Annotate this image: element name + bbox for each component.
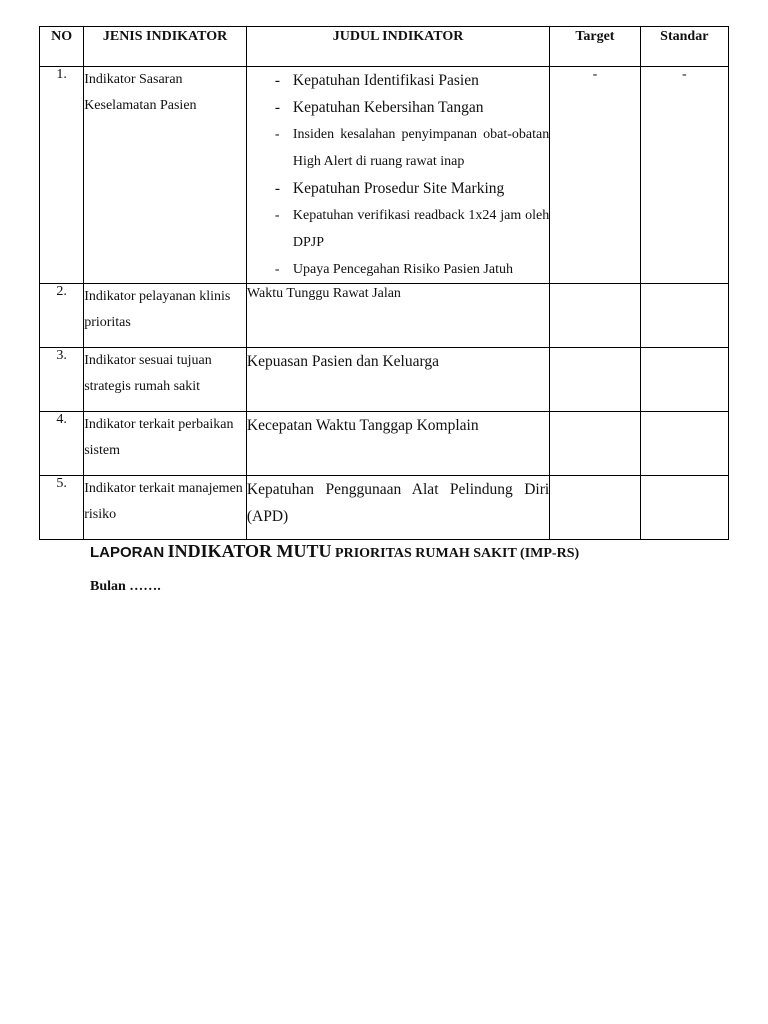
table-row [40,348,729,412]
indicator-type: Indikator terkait perbaikan sistem [84,412,247,476]
standard-value [640,476,728,540]
standard-value [640,348,728,412]
list-item: - Upaya Pencegahan Risiko Pasien Jatuh [269,256,549,283]
indicator-title: Waktu Tunggu Rawat Jalan [246,284,549,348]
table-row [40,284,729,348]
row-number: 5. [40,476,84,540]
row-number: 2. [40,284,84,348]
target-value [550,476,640,540]
target-value [550,412,640,476]
list-item: - Kepatuhan Kebersihan Tangan [269,94,549,121]
target-value [550,348,640,412]
report-title-part2: INDIKATOR MUTU [167,541,332,561]
indicator-type: Indikator Sasaran Keselamatan Pasien [84,67,247,284]
indicator-title-cell [246,67,549,284]
table-header-row [40,27,729,67]
row-number: 1. [40,67,84,284]
header-standar: Standar [640,27,728,67]
header-target: Target [550,27,640,67]
indicator-list [247,67,549,283]
header-no: NO [40,27,84,67]
indicator-type: Indikator sesuai tujuan strategis rumah sakit [84,348,247,412]
row-number: 4. [40,412,84,476]
row-number: 3. [40,348,84,412]
list-item: - Kepatuhan Prosedur Site Marking [269,175,549,202]
indicator-title: Kecepatan Waktu Tanggap Komplain [246,412,549,476]
standard-value [640,284,728,348]
standard-value [640,412,728,476]
list-item: - Insiden kesalahan penyimpanan obat-obatan High Alert di ruang rawat inap [269,121,549,175]
header-jenis: JENIS INDIKATOR [84,27,247,67]
report-title-part1: LAPORAN [90,544,165,561]
indicator-type: Indikator terkait manajemen risiko [84,476,247,540]
report-title [90,541,579,562]
indicator-title: Kepuasan Pasien dan Keluarga [246,348,549,412]
indicator-table [39,26,729,540]
indicator-type: Indikator pelayanan klinis prioritas [84,284,247,348]
standard-value: - [640,67,728,284]
header-judul: JUDUL INDIKATOR [246,27,549,67]
report-month: Bulan ……. [90,579,161,594]
list-item: - Kepatuhan Identifikasi Pasien [269,67,549,94]
list-item: - Kepatuhan verifikasi readback 1x24 jam oleh DPJP [269,202,549,256]
report-title-part3: PRIORITAS RUMAH SAKIT (IMP-RS) [335,546,580,561]
target-value [550,284,640,348]
indicator-title: Kepatuhan Penggunaan Alat Pelindung Diri (APD) [246,476,549,540]
table-row [40,67,729,284]
table-row [40,412,729,476]
table-row [40,476,729,540]
target-value: - [550,67,640,284]
